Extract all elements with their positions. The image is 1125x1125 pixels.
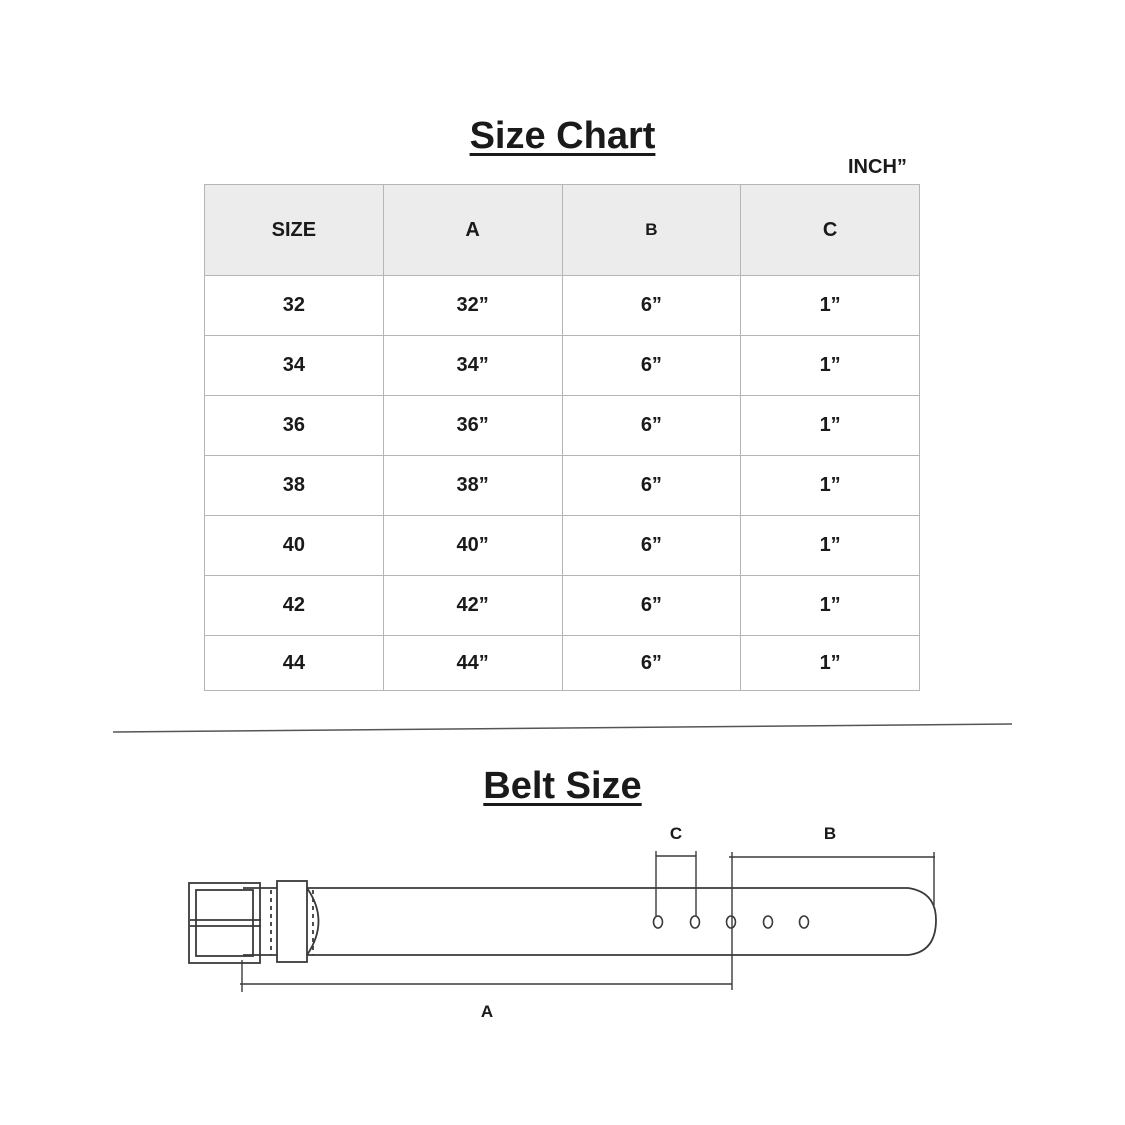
cell-a: 40”: [383, 516, 562, 576]
cell-b: 6”: [562, 276, 741, 336]
dimension-lines: [240, 851, 935, 992]
belt-holes: [654, 916, 809, 928]
belt-hole: [764, 916, 773, 928]
cell-a: 42”: [383, 576, 562, 636]
cell-a: 34”: [383, 336, 562, 396]
cell-c: 1”: [741, 456, 920, 516]
header-a: A: [383, 185, 562, 276]
cell-size: 44: [205, 636, 384, 691]
belt-hole: [800, 916, 809, 928]
cell-size: 42: [205, 576, 384, 636]
buckle-frame-inner: [196, 890, 253, 956]
cell-a: 36”: [383, 396, 562, 456]
cell-b: 6”: [562, 516, 741, 576]
cell-a: 38”: [383, 456, 562, 516]
cell-c: 1”: [741, 336, 920, 396]
belt-hole: [654, 916, 663, 928]
unit-label: INCH”: [848, 156, 907, 178]
dim-label-c: C: [669, 824, 683, 843]
buckle-frame-outer: [189, 883, 260, 963]
belt-illustration: [189, 881, 936, 963]
dim-label-b: B: [823, 824, 837, 843]
strap-fold: [307, 888, 319, 955]
belt-keeper: [277, 881, 307, 962]
belt-size-title-text: Belt Size: [483, 765, 642, 807]
cell-b: 6”: [562, 576, 741, 636]
header-c: C: [741, 185, 920, 276]
cell-c: 1”: [741, 396, 920, 456]
cell-a: 44”: [383, 636, 562, 691]
cell-b: 6”: [562, 336, 741, 396]
cell-b: 6”: [562, 636, 741, 691]
cell-size: 36: [205, 396, 384, 456]
cell-c: 1”: [741, 576, 920, 636]
belt-hole: [691, 916, 700, 928]
size-chart-title-text: Size Chart: [469, 115, 656, 157]
belt-strap: [243, 888, 936, 955]
belt-diagram: [0, 800, 1125, 1040]
cell-size: 34: [205, 336, 384, 396]
cell-c: 1”: [741, 276, 920, 336]
cell-b: 6”: [562, 456, 741, 516]
cell-size: 32: [205, 276, 384, 336]
header-size: SIZE: [205, 185, 384, 276]
cell-c: 1”: [741, 516, 920, 576]
belt-hole: [727, 916, 736, 928]
cell-a: 32”: [383, 276, 562, 336]
cell-c: 1”: [741, 636, 920, 691]
cell-b: 6”: [562, 396, 741, 456]
cell-size: 38: [205, 456, 384, 516]
cell-size: 40: [205, 516, 384, 576]
header-b: B: [562, 185, 741, 276]
dim-label-a: A: [480, 1002, 494, 1021]
